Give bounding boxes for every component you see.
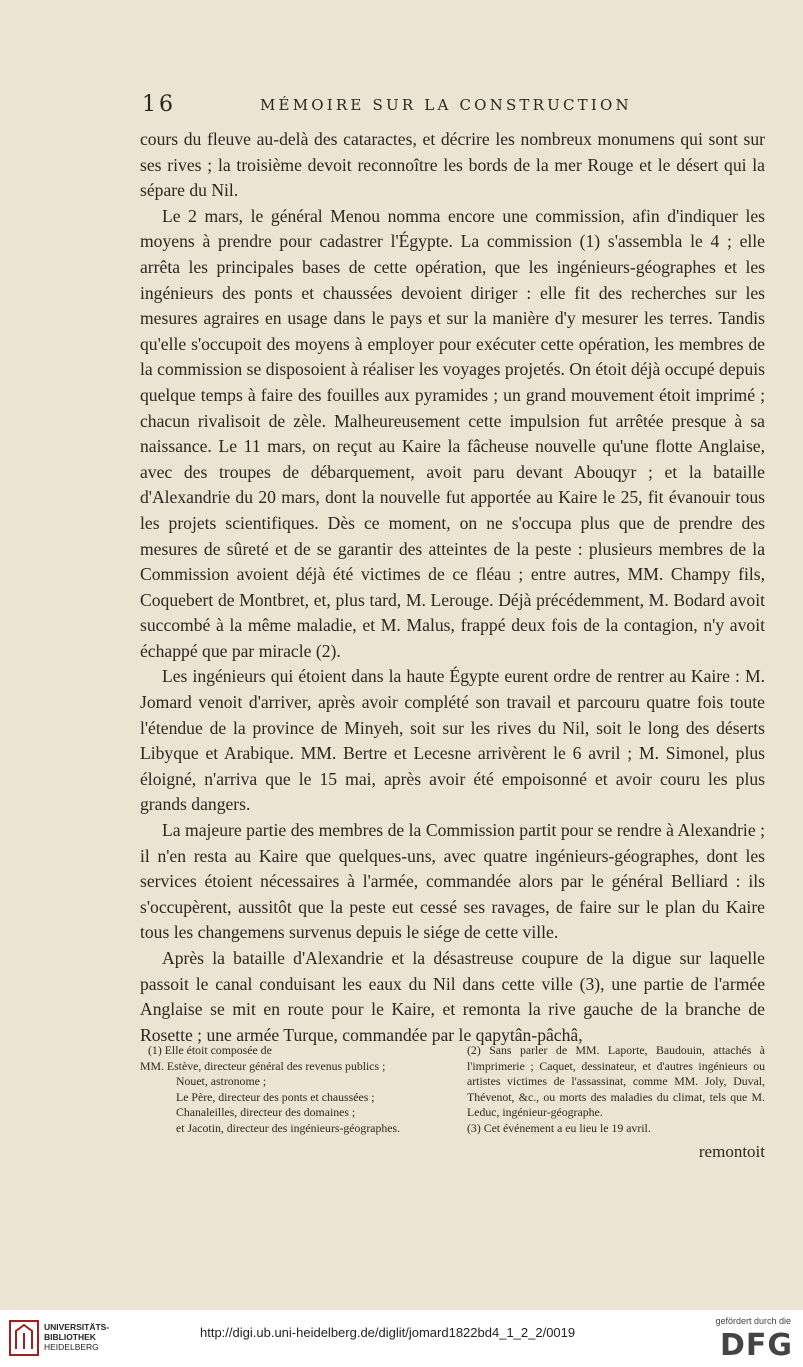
catchword: remontoit [698, 1142, 765, 1161]
running-title: MÉMOIRE SUR LA CONSTRUCTION [260, 96, 632, 114]
paragraph: cours du fleuve au-delà des cataractes, et décrire les nombreux monumens qui sont sur ses rives ; la troisième devoit reconnoître les bords de la mer Rouge et le désert qui la sépare du Nil. [140, 129, 765, 201]
library-name-line: UNIVERSITÄTS- [44, 1322, 110, 1332]
footnote-line: Nouet, astronome ; [176, 1074, 267, 1088]
footnote-2: (2) Sans parler de MM. Laporte, Baudouin, attachés à l'imprimerie ; Caquet, dessinateur, et d'autres ingénieurs ou artistes victimes de l'assassinat, comme MM. Joly, Duval, Thévenot, &c., ou morts des maladies du climat, tels que M. Leduc, ingénieur-géographe. [467, 1043, 765, 1119]
paragraph: Après la bataille d'Alexandrie et la désastreuse coupure de la digue sur laquelle passoit le canal conduisant les eaux du Nil dans cette ville (3), une partie de l'armée Anglaise se mit en route pour le Kaire, et remonta la rive gauche de la branche de Rosette ; une armée Turque, commandée par le qapytân-pâchâ, [140, 948, 765, 1045]
library-name-line: HEIDELBERG [44, 1342, 99, 1352]
footnote-line: (1) Elle étoit composée de [148, 1043, 272, 1057]
paragraph: Les ingénieurs qui étoient dans la haute Égypte eurent ordre de rentrer au Kaire : M. Jomard venoit d'arriver, après avoir complété son travail et parcouru quatre fois toute l'étendue de la province de Minyeh, soit sur les rives du Nil, soit le long des déserts Libyque et Arabique. MM. Bertre et Lecesne arrivèrent le 6 avril ; M. Simonel, plus éloigné, n'arriva que le 15 mai, après avoir été empoisonné et avoir couru les plus grands dangers. [140, 666, 765, 815]
dfg-logo[interactable]: DFG [719, 1328, 793, 1363]
library-name-line: BIBLIOTHEK [44, 1332, 96, 1342]
paragraph: Le 2 mars, le général Menou nomma encore une commission, afin d'indiquer les moyens à prendre pour cadastrer l'Égypte. La commission (1) s'assembla le 4 ; elle arrêta les principales bases de cette opération, que les ingénieurs-géographes et les ingénieurs des ponts et chaussées devoient diriger : elle fit des recherches sur les mesures agraires en usage dans le pays et sur la manière d'y mesurer les terres. Tandis qu'elle s'occupoit des moyens à employer pour exécuter cette opération, les membres de la commission se disposoient à réaliser les voyages projetés. On étoit déjà occupé depuis quelque temps à faire des fouilles aux pyramides ; un grand mouvement étoit imprimé ; chacun rivalisoit de zèle. Malheureusement cette impulsion fut arrêtée presque à sa naissance. Le 11 mars, on reçut au Kaire la fâcheuse nouvelle qu'une flotte Anglaise, avec des troupes de débarquement, avoit paru devant Abouqyr ; et la bataille d'Alexandrie du 20 mars, dont la nouvelle fut apportée au Kaire le 25, fit évanouir tous les projets scientifiques. Dès ce moment, on ne s'occupa plus que de prendre des mesures de sûreté et de se garantir des atteintes de la peste : plusieurs membres de la Commission avoient déjà été victimes de ce fléau ; entre autres, MM. Champy fils, Coquebert de Montbret, et, plus tard, M. Lerouge. Déjà précédemment, M. Bodard avoit succombé à la même maladie, et M. Malus, frappé deux fois de la contagion, n'y avoit échappé que par miracle (2). [140, 205, 765, 661]
footnotes [140, 1043, 765, 1143]
page-number: 16 [142, 92, 176, 117]
permalink[interactable]: http://digi.ub.uni-heidelberg.de/diglit/jomard1822bd4_1_2_2/0019 [200, 1325, 576, 1340]
footnote-line: et Jacotin, directeur des ingénieurs-géographes. [176, 1120, 401, 1135]
footnote-line: MM. Estève, directeur général des revenus publics ; [140, 1058, 386, 1073]
footnote-3: (3) Cet événement a eu lieu le 19 avril. [467, 1120, 651, 1135]
university-seal-icon [8, 1319, 40, 1357]
viewer-footer [0, 1310, 803, 1367]
paragraph: La majeure partie des membres de la Commission partit pour se rendre à Alexandrie ; il n'en resta au Kaire que quelques-uns, avec quatre ingénieurs-géographes, dont les services étoient nécessaires à l'armée, commandée alors par le général Belliard : ils s'occupèrent, aussitôt que la peste eut cessé ses ravages, de faire sur le plan du Kaire tous les changemens survenus depuis le siége de cette ville. [140, 820, 765, 943]
footnote-left-column [140, 1043, 445, 1136]
footnote-line: Le Père, directeur des ponts et chaussées ; [176, 1089, 375, 1104]
footnote-line: Chanaleilles, directeur des domaines ; [176, 1105, 356, 1119]
footnote-right-column [467, 1043, 765, 1136]
body-text [140, 127, 765, 1048]
page-header [140, 92, 765, 120]
funding-note: gefördert durch die [715, 1316, 791, 1326]
library-name[interactable] [44, 1322, 109, 1352]
